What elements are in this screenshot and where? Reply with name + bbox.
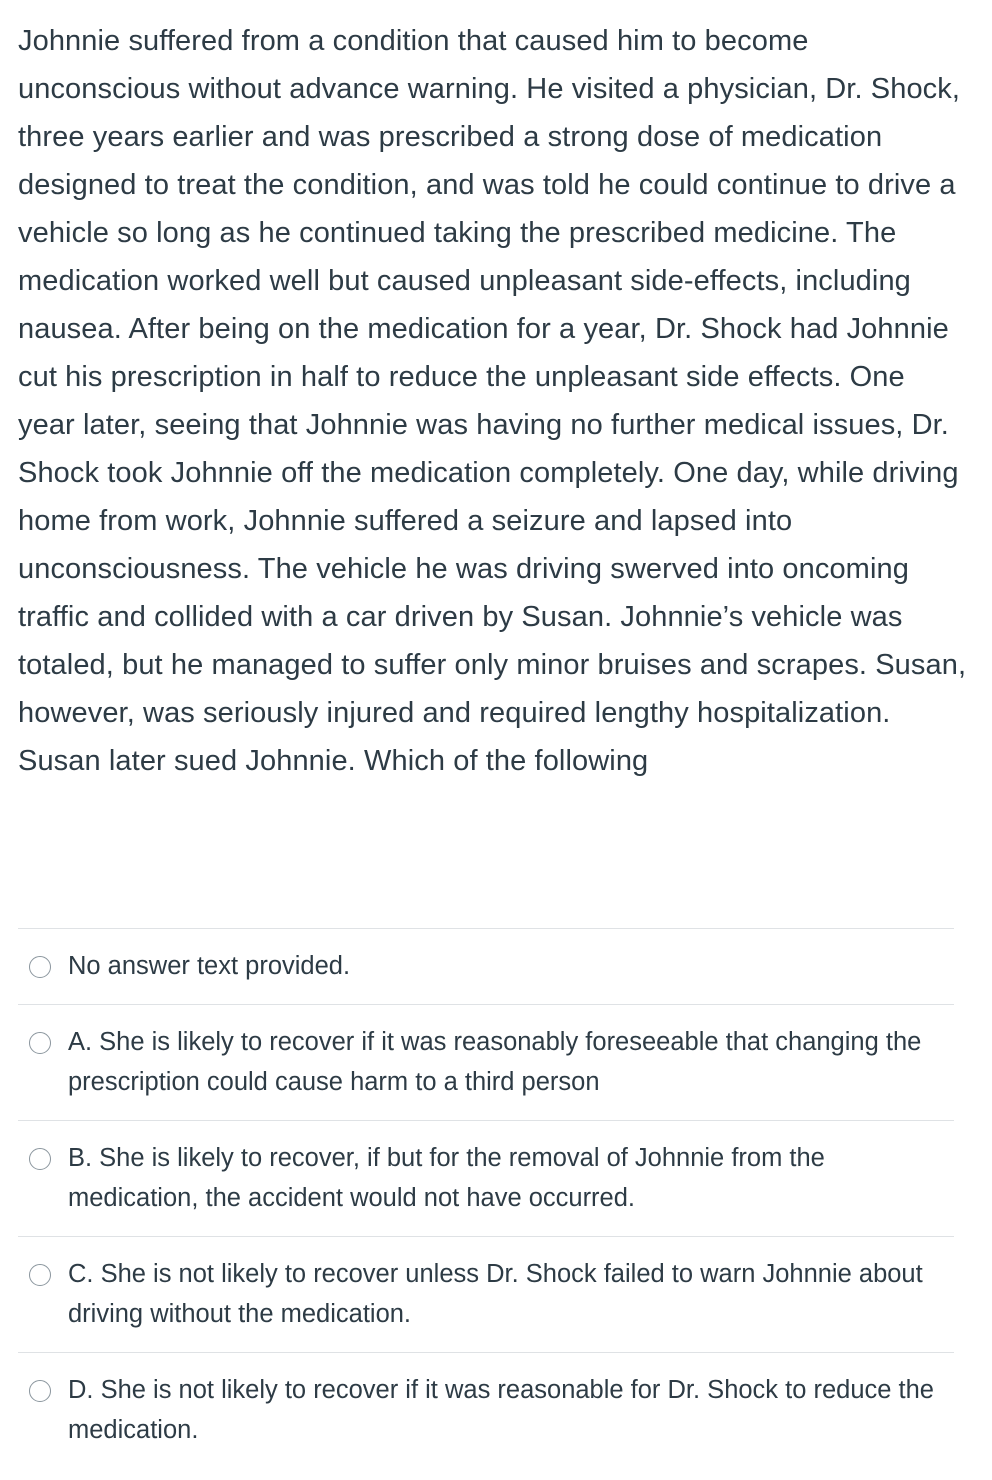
answer-label: No answer text provided. — [68, 952, 351, 980]
answer-label: C. She is not likely to recover unless Dr. Shock failed to warn Johnnie about driving without the medication. — [68, 1260, 923, 1328]
radio-button-icon[interactable] — [29, 1032, 51, 1054]
answer-option-b[interactable] — [18, 1121, 954, 1237]
question-text: Johnnie suffered from a condition that caused him to become unconscious without advance warning. He visited a physician, Dr. Shock, three years earlier and was prescribed a strong dose of medication designed to treat the condition, and was told he could continue to drive a vehicle so long as he continued taking the prescribed medicine. The medication worked well but caused unpleasant side-effects, including nausea. After being on the medication for a year, Dr. Shock had Johnnie cut his prescription in half to reduce the unpleasant side effects. One year later, seeing that Johnnie was having no further medical issues, Dr. Shock took Johnnie off the medication completely. One day, while driving home from work, Johnnie suffered a seizure and lapsed into unconsciousness. The vehicle he was driving swerved into oncoming traffic and collided with a car driven by Susan. Johnnie’s vehicle was totaled, but he managed to suffer only minor bruises and scrapes. Susan, however, was seriously injured and required lengthy hospitalization. Susan later sued Johnnie. Which of the following — [18, 25, 967, 777]
radio-button-icon[interactable] — [29, 1380, 51, 1402]
answer-option-a[interactable] — [18, 1005, 954, 1121]
answer-label: B. She is likely to recover, if but for the removal of Johnnie from the medication, the accident would not have occurred. — [68, 1144, 825, 1212]
radio-button-icon[interactable] — [29, 956, 51, 978]
answer-option-d[interactable] — [18, 1353, 954, 1468]
answer-label: D. She is not likely to recover if it was reasonable for Dr. Shock to reduce the medication. — [68, 1376, 934, 1444]
answer-label: A. She is likely to recover if it was reasonably foreseeable that changing the prescription could cause harm to a third person — [68, 1028, 922, 1096]
answer-list — [18, 928, 954, 1468]
answer-option-none[interactable] — [18, 929, 954, 1005]
answer-option-c[interactable] — [18, 1237, 954, 1353]
radio-button-icon[interactable] — [29, 1264, 51, 1286]
radio-button-icon[interactable] — [29, 1148, 51, 1170]
